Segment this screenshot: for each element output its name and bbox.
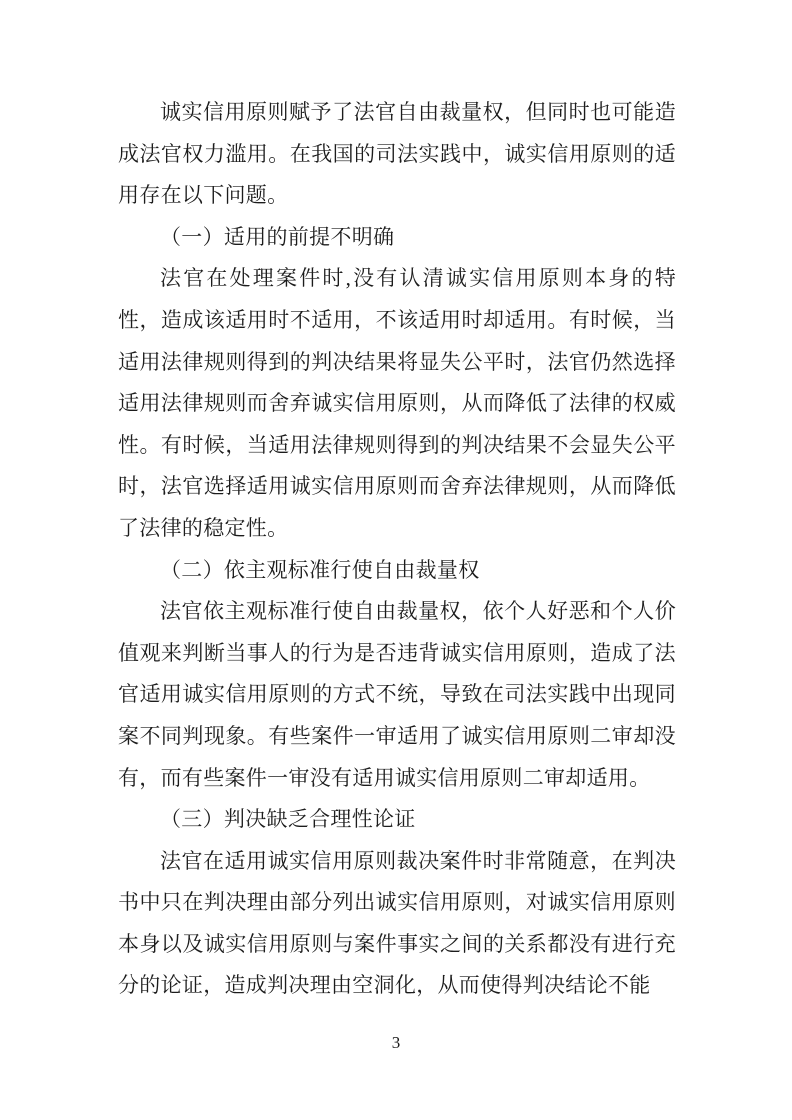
page-footer (0, 1032, 792, 1054)
body-paragraph: 法官在适用诚实信用原则裁决案件时非常随意，在判决书中只在判决理由部分列出诚实信用原则，对诚实信用原则本身以及诚实信用原则与案件事实之间的关系都没有进行充分的论证，造成判决理由空洞化，从而使得判决结论不能 (118, 848, 676, 998)
section-heading: （三）判决缺乏合理性论证 (160, 807, 416, 832)
body-paragraph: 诚实信用原则赋予了法官自由裁量权，但同时也可能造成法官权力滥用。在我国的司法实践中，诚实信用原则的适用存在以下问题。 (118, 100, 676, 208)
section-heading: （一）适用的前提不明确 (160, 224, 395, 249)
page-number: 3 (391, 1033, 401, 1052)
section-heading: （二）依主观标准行使自由裁量权 (160, 557, 480, 582)
body-paragraph: 法官在处理案件时,没有认清诚实信用原则本身的特性，造成该适用时不适用，不该适用时却适用。有时候，当适用法律规则得到的判决结果将显失公平时，法官仍然选择适用法律规则而舍弃诚实信用原则，从而降低了法律的权威性。有时候，当适用法律规则得到的判决结果不会显失公平时，法官选择适用诚实信用原则而舍弃法律规则，从而降低了法律的稳定性。 (118, 266, 676, 540)
body-paragraph: 法官依主观标准行使自由裁量权，依个人好恶和个人价值观来判断当事人的行为是否违背诚实信用原则，造成了法官适用诚实信用原则的方式不统，导致在司法实践中出现同案不同判现象。有些案件一审适用了诚实信用原则二审却没有，而有些案件一审没有适用诚实信用原则二审却适用。 (118, 599, 676, 790)
document-body (118, 92, 676, 1007)
